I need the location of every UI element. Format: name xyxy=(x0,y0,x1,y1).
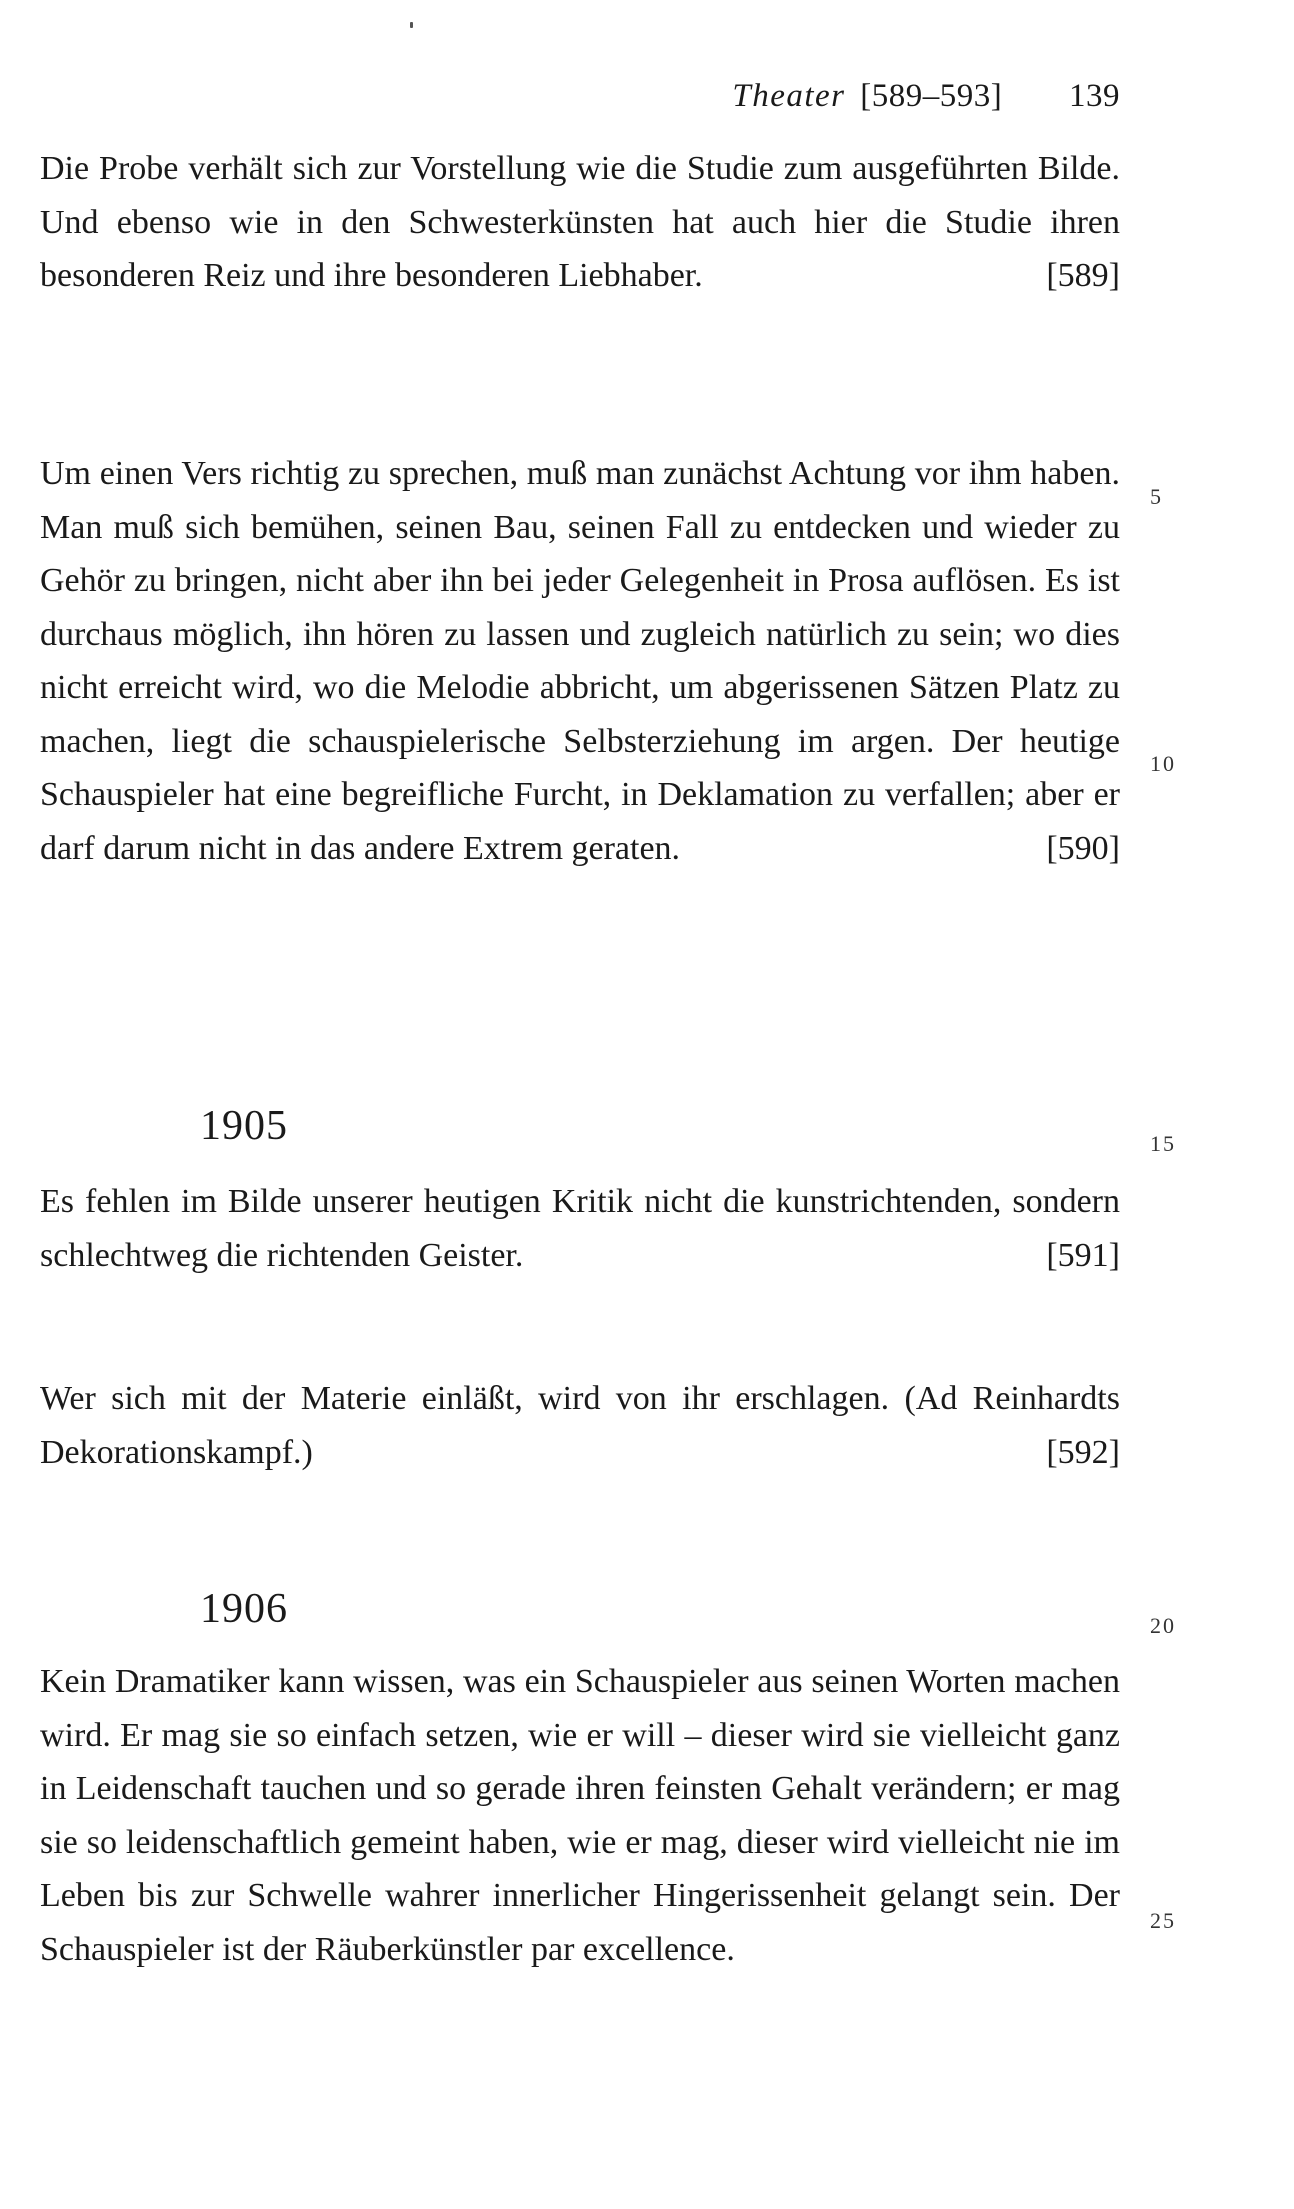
entry-593 xyxy=(40,1655,1120,1976)
page-number: 139 xyxy=(1069,78,1120,114)
line-number: 20 xyxy=(1150,1613,1176,1638)
entry-592 xyxy=(40,1372,1120,1479)
line-number: 15 xyxy=(1150,1131,1176,1156)
line-number: 5 xyxy=(1150,484,1163,509)
entry-text: Die Probe verhält sich zur Vorstellung wie die Studie zum ausgeführten Bilde. Und ebenso wie in den Schwesterkünsten hat auch hier die Studie ihren besonderen Reiz und ihre besonderen Liebhaber. xyxy=(40,150,1120,294)
entry-591 xyxy=(40,1175,1120,1282)
entry-590 xyxy=(40,447,1120,875)
running-head xyxy=(0,78,1120,115)
year-heading: 1905 xyxy=(200,1103,288,1149)
entry-text: Kein Dramatiker kann wissen, was ein Schauspieler aus seinen Worten machen wird. Er mag sie so einfach setzen, wie er will – dieser wird sie vielleicht ganz in Leidenschaft tauchen und so gerade ihren feinsten Gehalt verändern; er mag sie so leidenschaftlich gemeint haben, wie er mag, dieser wird vielleicht nie im Leben bis zur Schwelle wahrer innerlicher Hingerissenheit gelangt sein. Der Schauspieler ist der Räuberkünstler par excellence. xyxy=(40,1663,1120,1968)
entry-589 xyxy=(40,142,1120,303)
entry-number: [589] xyxy=(1046,257,1120,294)
running-head-range: [589–593] xyxy=(860,78,1003,114)
entry-text: Um einen Vers richtig zu sprechen, muß man zunächst Achtung vor ihm haben. Man muß sich bemühen, seinen Bau, seinen Fall zu entdecken und wieder zu Gehör zu bringen, nicht aber ihn bei jeder Gelegenheit in Prosa auflösen. Es ist durchaus möglich, ihn hören zu lassen und zugleich natürlich zu sein; wo dies nicht erreicht wird, wo die Melodie abbricht, um abgerissenen Sätzen Platz zu machen, liegt die schauspielerische Selbsterziehung im argen. Der heutige Schauspieler hat eine begreifliche Furcht, in Deklamation zu verfallen; aber er darf darum nicht in das andere Extrem geraten. xyxy=(40,455,1120,867)
year-heading: 1906 xyxy=(200,1586,288,1632)
entry-number: [591] xyxy=(1046,1236,1120,1274)
page-speck xyxy=(410,22,413,28)
entry-number: [592] xyxy=(1046,1433,1120,1471)
line-number: 10 xyxy=(1150,751,1176,776)
line-number: 25 xyxy=(1150,1908,1176,1933)
entry-text: Wer sich mit der Materie einläßt, wird von ihr erschlagen. (Ad Reinhardts Dekorationskampf.) xyxy=(40,1380,1120,1471)
entry-text: Es fehlen im Bilde unserer heutigen Kritik nicht die kunstrichtenden, sondern schlechtweg die richtenden Geister. xyxy=(40,1183,1120,1274)
running-head-title: Theater xyxy=(732,78,846,114)
entry-number: [590] xyxy=(1046,829,1120,867)
